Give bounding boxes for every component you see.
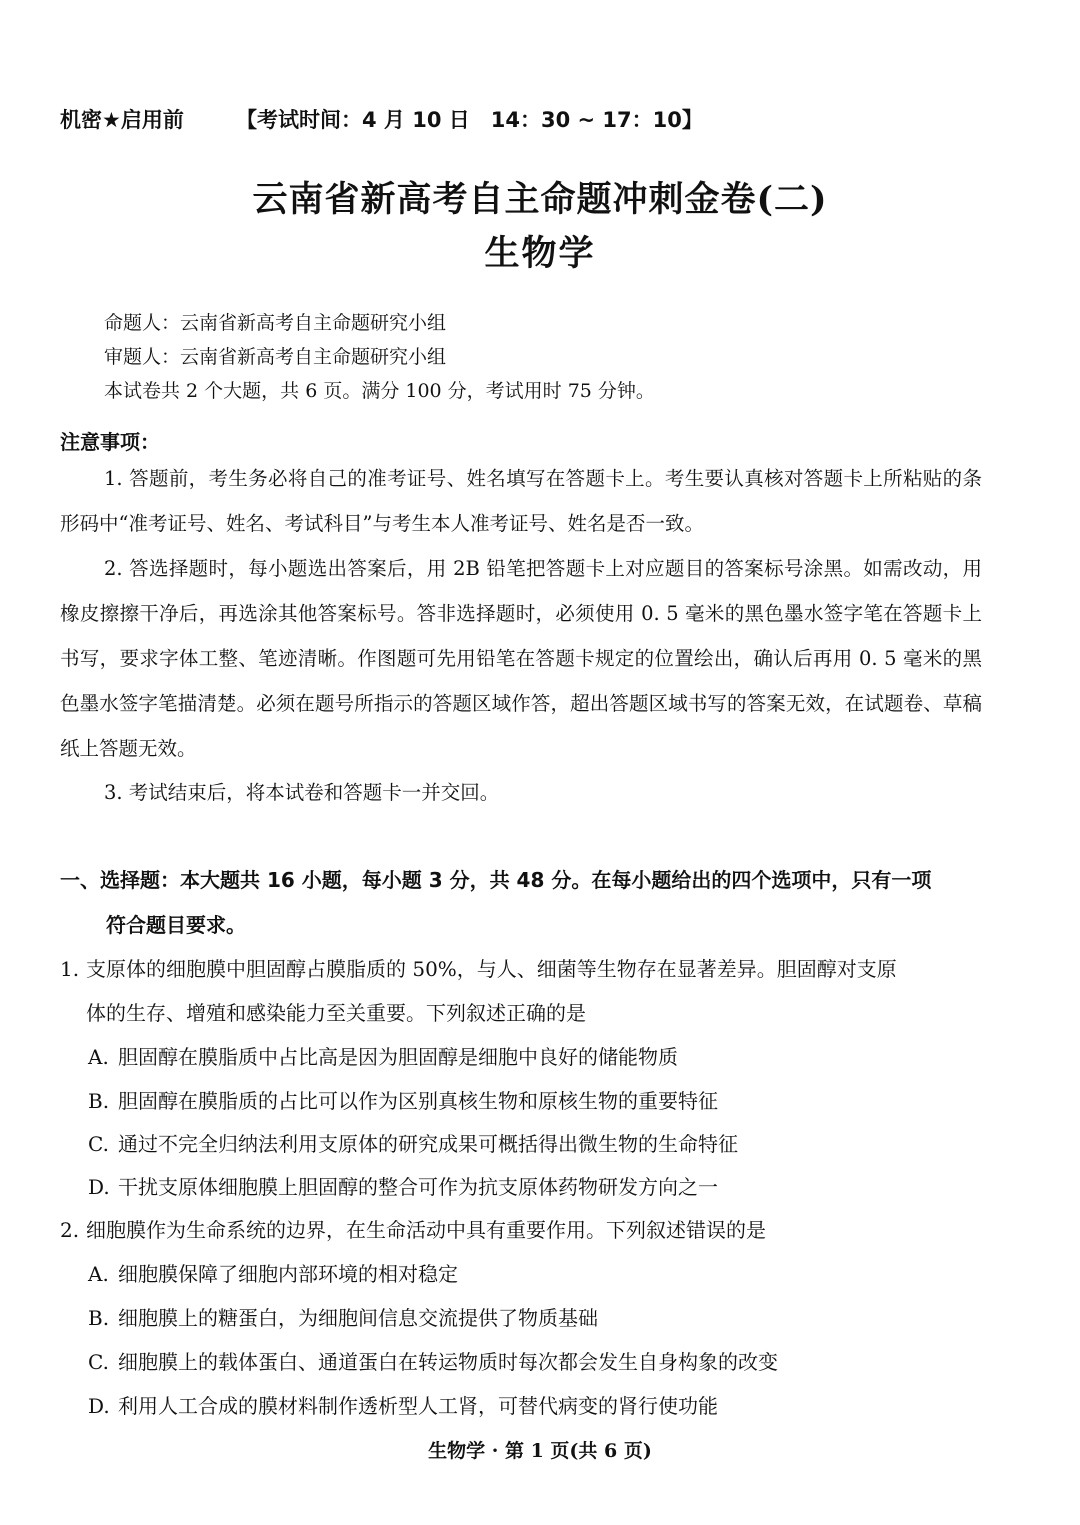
page-footer: 生物学 · 第 1 页(共 6 页): [428, 1440, 652, 1462]
question-stem-line: 细胞膜作为生命系统的边界，在生命活动中具有重要作用。下列叙述错误的是: [86, 1218, 766, 1242]
option-text: 细胞膜保障了细胞内部环境的相对稳定: [118, 1262, 458, 1286]
notice-item: 1. 答题前，考生务必将自己的准考证号、姓名填写在答题卡上。考生要认真核对答题卡上所粘贴的条形码中“准考证号、姓名、考试科目”与考生本人准考证号、姓名是否一致。: [60, 467, 982, 535]
option-letter: C.: [88, 1350, 109, 1374]
notice-item: 2. 答选择题时，每小题选出答案后，用 2B 铅笔把答题卡上对应题目的答案标号涂黑。如需改动，用橡皮擦擦干净后，再选涂其他答案标号。答非选择题时，必须使用 0. 5 毫米的黑色墨水签字笔在答题卡上书写，要求字体工整、笔迹清晰。作图题可先用铅笔在答题卡规定的位置绘出，确认后再用 0. 5 毫米的黑色墨水签字笔描清楚。必须在题号所指示的答题区域作答，超出答题区域书写的答案无效，在试题卷、草稿纸上答题无效。: [60, 557, 982, 760]
option-text: 胆固醇在膜脂质中占比高是因为胆固醇是细胞中良好的储能物质: [118, 1045, 678, 1069]
confidential-label: 机密★启用前: [60, 108, 184, 132]
section-heading-line2: 符合题目要求。: [106, 913, 246, 937]
question-stem-line: 支原体的细胞膜中胆固醇占膜脂质的 50%，与人、细菌等生物存在显著差异。胆固醇对支原: [86, 957, 897, 981]
question-number: 2.: [60, 1218, 80, 1242]
question-2-option-c: [88, 1340, 778, 1384]
option-letter: B.: [88, 1306, 110, 1330]
option-letter: B.: [88, 1089, 110, 1113]
question-2-option-a: [88, 1252, 458, 1296]
question-stem-line: 体的生存、增殖和感染能力至关重要。下列叙述正确的是: [86, 1001, 586, 1025]
option-letter: A.: [88, 1045, 109, 1069]
section-heading-line1: 一、选择题：本大题共 16 小题，每小题 3 分，共 48 分。在每小题给出的四个选项中，只有一项: [60, 868, 932, 892]
option-letter: C.: [88, 1132, 109, 1156]
exam-info-line: 本试卷共 2 个大题，共 6 页。满分 100 分，考试用时 75 分钟。: [104, 380, 655, 402]
option-letter: A.: [88, 1262, 109, 1286]
reviewer-line: 审题人：云南省新高考自主命题研究小组: [104, 346, 447, 368]
notice-item: 3. 考试结束后，将本试卷和答题卡一并交回。: [104, 781, 500, 804]
question-2-option-b: [88, 1296, 598, 1340]
option-letter: D.: [88, 1175, 110, 1199]
question-1-option-c: [88, 1122, 738, 1166]
section-heading: [60, 858, 990, 948]
question-1-stem: [60, 947, 990, 1035]
notice-heading: 注意事项：: [60, 430, 160, 454]
exam-time: 【考试时间：4 月 10 日 14：30 ~ 17：10】: [236, 108, 703, 132]
author-line: 命题人：云南省新高考自主命题研究小组: [104, 312, 447, 334]
option-text: 利用人工合成的膜材料制作透析型人工肾，可替代病变的肾行使功能: [118, 1394, 718, 1418]
question-1-option-d: [88, 1165, 718, 1209]
question-number: 1.: [60, 957, 80, 981]
subject-title: 生物学: [484, 233, 596, 274]
option-text: 细胞膜上的糖蛋白，为细胞间信息交流提供了物质基础: [118, 1306, 598, 1330]
question-1-option-a: [88, 1035, 678, 1079]
question-2-stem: [60, 1208, 990, 1252]
question-1-option-b: [88, 1079, 718, 1123]
option-text: 干扰支原体细胞膜上胆固醇的整合可作为抗支原体药物研发方向之一: [118, 1175, 718, 1199]
question-2-option-d: [88, 1384, 718, 1428]
option-text: 细胞膜上的载体蛋白、通道蛋白在转运物质时每次都会发生自身构象的改变: [118, 1350, 778, 1374]
option-letter: D.: [88, 1394, 110, 1418]
page-title: 云南省新高考自主命题冲刺金卷(二): [252, 179, 828, 220]
option-text: 胆固醇在膜脂质的占比可以作为区别真核生物和原核生物的重要特征: [118, 1089, 718, 1113]
option-text: 通过不完全归纳法利用支原体的研究成果可概括得出微生物的生命特征: [118, 1132, 738, 1156]
